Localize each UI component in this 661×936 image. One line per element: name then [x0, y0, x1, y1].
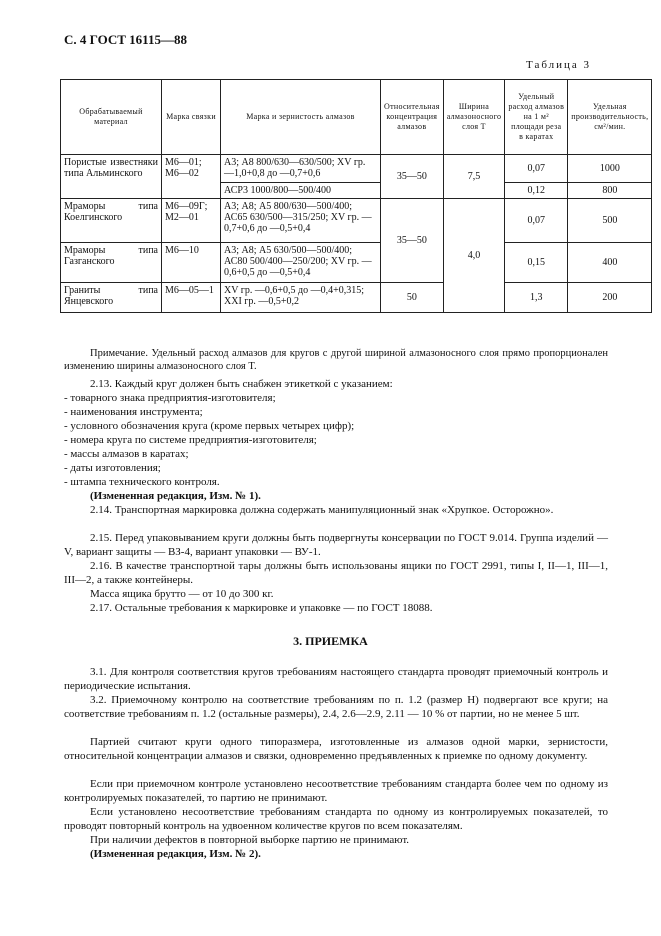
table-row-material: Граниты типа Янцевского [61, 283, 162, 313]
diamond-consumption-table [60, 79, 652, 313]
table-row-grade: А3; А8; А5 800/630—500/400; АС65 630/500—315/250; XV гр. —0,7+0,6 до —0,5+0,4 [221, 199, 381, 243]
clause-2-16: 2.16. В качестве транспортной тары должны быть использованы ящики по ГОСТ 2991, типы I, II—1, III—1, III—2, а также контейнеры. [64, 560, 608, 586]
list-item: - товарного знака предприятия-изготовителя; [64, 392, 276, 404]
table-row-concentration: 50 [381, 283, 444, 313]
table-row-bond: М6—01; М6—02 [162, 155, 221, 199]
table-row-grade: А3; А8 800/630—630/500; XV гр. —1,0+0,8 до —0,7+0,6 [221, 155, 381, 183]
col-header-grade: Марка и зернистость алмазов [221, 80, 381, 155]
clause-2-17: 2.17. Остальные требования к маркировке и упаковке — по ГОСТ 18088. [90, 602, 433, 614]
retest-rejection: При наличии дефектов в повторной выборке партию не принимают. [90, 834, 410, 846]
rejection-rule: Если при приемочном контроле установлено несоответствие требованиям стандарта более чем по одному из контролируемых показателей, то партию не принимают. [64, 778, 608, 804]
table-row-width: 4,0 [443, 199, 505, 313]
table-row-productivity: 1000 [568, 155, 652, 183]
revision-note: (Измененная редакция, Изм. № 2). [90, 848, 261, 860]
table-row-bond: М6—09Г; М2—01 [162, 199, 221, 243]
table-row-concentration: 35—50 [381, 199, 444, 283]
table-note: Примечание. Удельный расход алмазов для кругов с другой шириной алмазоносного слоя прямо пропорционален изменению ширины алмазоносного слоя T. [64, 348, 608, 372]
list-item: - массы алмазов в каратах; [64, 448, 189, 460]
revision-note: (Измененная редакция, Изм. № 1). [90, 490, 261, 502]
col-header-productivity: Удельная производительность, см²/мин. [568, 80, 652, 155]
col-header-concentration: Относительная концентрация алмазов [381, 80, 444, 155]
retest-rule: Если установлено несоответствие требованиям стандарта по одному из контролируемых показателей, то проводят повторный контроль на удвоенном количестве кругов по всем показателям. [64, 806, 608, 832]
col-header-material: Обрабатываемый материал [61, 80, 162, 155]
table-row-grade: XV гр. —0,6+0,5 до —0,4+0,315; XXI гр. —0,5+0,2 [221, 283, 381, 313]
clause-3-1: 3.1. Для контроля соответствия кругов требованиям настоящего стандарта проводят приемочный контроль и периодические испытания. [64, 666, 608, 692]
table-row-consumption: 1,3 [505, 283, 568, 313]
table-row-concentration: 35—50 [381, 155, 444, 199]
table-row-grade: А3; А8; А5 630/500—500/400; АС80 500/400—250/200; XV гр. —0,6+0,5 до —0,5+0,4 [221, 243, 381, 283]
table-row-productivity: 500 [568, 199, 652, 243]
table-row-material: Мраморы типа Коелгинского [61, 199, 162, 243]
col-header-consumption: Удельный расход алмазов на 1 м² площади реза в каратах [505, 80, 568, 155]
table-row-width: 7,5 [443, 155, 505, 199]
clause-2-13: 2.13. Каждый круг должен быть снабжен этикеткой с указанием: [90, 378, 393, 390]
list-item: - номера круга по системе предприятия-изготовителя; [64, 434, 317, 446]
table-row-consumption: 0,07 [505, 155, 568, 183]
col-header-width: Ширина алмазоносного слоя T [443, 80, 505, 155]
clause-2-15: 2.15. Перед упаковыванием круги должны быть подвергнуты консервации по ГОСТ 9.014. Группа изделий — V, вариант защиты — ВЗ-4, вариант упаковки — ВУ-1. [64, 532, 608, 558]
table-row-consumption: 0,12 [505, 183, 568, 199]
table-row-bond: М6—10 [162, 243, 221, 283]
list-item: - условного обозначения круга (кроме первых четырех цифр); [64, 420, 355, 432]
col-header-bond: Марка связки [162, 80, 221, 155]
section-title: 3. ПРИЕМКА [293, 634, 368, 648]
clause-2-14: 2.14. Транспортная маркировка должна содержать манипуляционный знак «Хрупкое. Осторожно». [90, 504, 554, 516]
table-row-productivity: 200 [568, 283, 652, 313]
table-row-material: Пористые известняки типа Альминского [61, 155, 162, 199]
table-row-material: Мраморы типа Газганского [61, 243, 162, 283]
table-row-consumption: 0,15 [505, 243, 568, 283]
list-item: - наименования инструмента; [64, 406, 203, 418]
batch-definition: Партией считают круги одного типоразмера, изготовленные из алмазов одной марки, зернистости, относительной концентрации алмазов и связки, одновременно предъявленных к приемке по одному документу. [64, 736, 608, 762]
table-row-consumption: 0,07 [505, 199, 568, 243]
page-header: С. 4 ГОСТ 16115—88 [64, 32, 187, 47]
list-item: - штампа технического контроля. [64, 476, 220, 488]
list-item: - даты изготовления; [64, 462, 161, 474]
table-caption: Таблица 3 [526, 59, 592, 71]
table-row-productivity: 800 [568, 183, 652, 199]
table-row-grade: АСР3 1000/800—500/400 [221, 183, 381, 199]
clause-3-2: 3.2. Приемочному контролю на соответствие требованиям по п. 1.2 (размер H) подвергают все круги; на соответствие требованиям п. 1.2 (остальные размеры), 2.4, 2.6—2.9, 2.11 — 10 % от партии, но не менее 5 шт. [64, 694, 608, 720]
table-row-bond: М6—05—1 [162, 283, 221, 313]
box-mass: Масса ящика брутто — от 10 до 300 кг. [90, 588, 274, 600]
table-row-productivity: 400 [568, 243, 652, 283]
